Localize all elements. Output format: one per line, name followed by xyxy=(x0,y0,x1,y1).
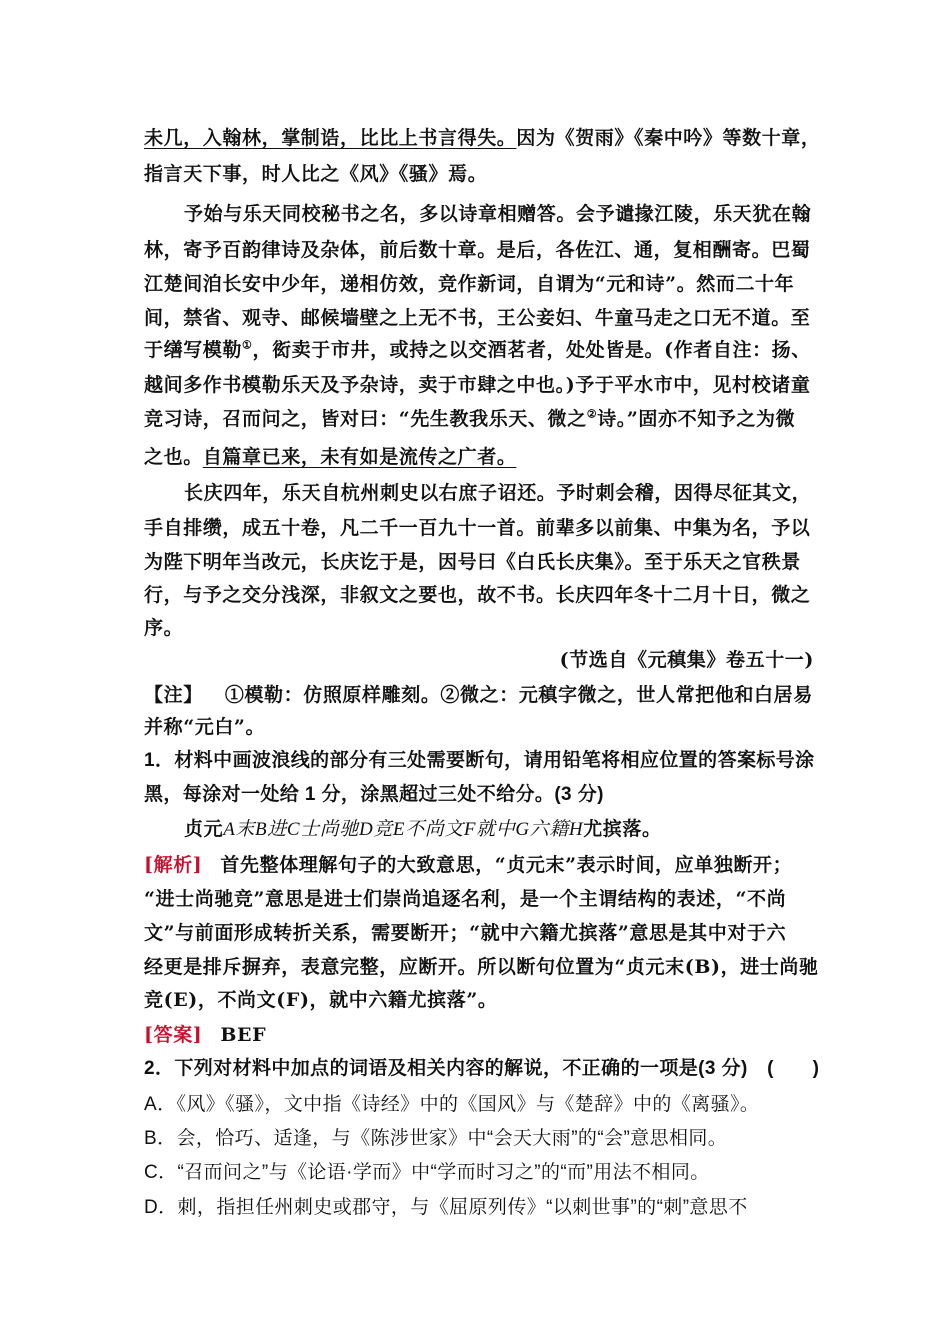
question1-stem: 1．材料中画波浪线的部分有三处需要断句，请用铅笔将相应位置的答案标号涂 xyxy=(144,750,815,771)
notes-line: 【注】 ①模勒：仿照原样雕刻。②微之：元稹字微之，世人常把他和白居易 xyxy=(144,684,813,706)
source-citation: (节选自《元稹集》卷五十一) xyxy=(559,649,814,671)
analysis-line: 文”与前面形成转折关系，需要断开；“就中六籍尤摈落”意思是其中对于六 xyxy=(144,922,787,944)
question2-option-a: A．《风》《骚》，文中指《诗经》中的《国风》与《楚辞》中的《离骚》。 xyxy=(144,1094,760,1115)
passage-line: 为陛下明年当改元，长庆讫于是，因号曰《白氏长庆集》。至于乐天之官秩景 xyxy=(144,551,801,573)
option-mark-c: C xyxy=(286,819,301,840)
passage-line: 间，禁省、观寺、邮候墙壁之上无不书，王公妾妇、牛童马走之口无不道。至 xyxy=(144,307,811,329)
question2-option-d: D．刺，指担任州刺史或郡守，与《屈原列传》“以刺世事”的“刺”意思不 xyxy=(144,1197,748,1218)
answer-line xyxy=(144,1022,814,1048)
passage-line: 未几，入翰林，掌制诰，比比上书言得失。因为《贺雨》《秦中吟》等数十章， xyxy=(144,127,821,149)
option-mark-g: G xyxy=(515,819,530,840)
analysis-label: [解析] xyxy=(144,854,203,876)
passage-line: 越间多作书模勒乐天及予杂诗，卖于市肆之中也。)予于平水市中，见村校诸童 xyxy=(144,374,811,396)
underlined-sentence: 未几，入翰林，掌制诰，比比上书言得失。 xyxy=(144,127,517,149)
passage-line: 之也。自篇章已来，未有如是流传之广者。 xyxy=(144,446,517,468)
analysis-line: 经更是排斥摒弃，表意完整，应断开。所以断句位置为“贞元末(B)，进士尚驰 xyxy=(144,956,819,978)
answer-label: [答案] xyxy=(144,1024,203,1046)
analysis-line: 竞(E)，不尚文(F)，就中六籍尤摈落”。 xyxy=(144,989,498,1011)
analysis-line: “进士尚驰竞”意思是进士们崇尚追逐名利，是一个主谓结构的表述，“不尚 xyxy=(144,888,787,910)
option-mark-h: H xyxy=(568,819,584,840)
analysis-line: [解析] 首先整体理解句子的大致意思，“贞元末”表示时间，应单独断开； xyxy=(144,854,793,876)
option-mark-a: A xyxy=(223,819,236,840)
question2-option-c: C．“召而问之”与《论语·学而》中“学而时习之”的“而”用法不相同。 xyxy=(144,1162,710,1183)
punctuation-sentence: 贞元A末B进C士尚驰D竞E不尚文F就中G六籍H尤摈落。 xyxy=(184,818,662,840)
passage-line: 于缮写模勒①，衒卖于市井，或持之以交酒茗者，处处皆是。(作者自注：扬、 xyxy=(144,338,811,361)
question2-option-b: B．会，恰巧、适逢，与《陈涉世家》中“会天大雨”的“会”意思相同。 xyxy=(144,1128,728,1149)
passage-line: 竞习诗，召而问之，皆对曰：“先生教我乐天、微之②诗。”固亦不知予之为微 xyxy=(144,407,796,430)
passage-line: 江楚间洎长安中少年，递相仿效，竞作新词，自谓为“元和诗”。然而二十年 xyxy=(144,273,795,295)
question2-stem: 2．下列对材料中加点的词语及相关内容的解说，不正确的一项是(3 分) ( ) xyxy=(144,1058,820,1079)
notes-line: 并称“元白”。 xyxy=(144,716,266,738)
footnote-marker: ① xyxy=(242,338,253,352)
passage-line: 予始与乐天同校秘书之名，多以诗章相赠答。会予谴掾江陵，乐天犹在翰 xyxy=(184,203,812,225)
question1-stem: 黑，每涂对一处给 1 分，涂黑超过三处不给分。(3 分) xyxy=(144,784,604,805)
answer-value: BEF xyxy=(220,1024,267,1046)
passage-line: 序。 xyxy=(144,617,184,639)
passage-line: 指言天下事，时人比之《风》《骚》焉。 xyxy=(144,163,488,185)
notes-label: 【注】 xyxy=(144,684,203,706)
passage-line: 长庆四年，乐天自杭州刺史以右庶子诏还。予时刺会稽，因得尽征其文， xyxy=(184,482,812,504)
underlined-sentence: 自篇章已来，未有如是流传之广者。 xyxy=(202,446,517,468)
option-mark-f: F xyxy=(463,819,477,840)
passage-line: 手自排缵，成五十卷，凡二千一百九十一首。前辈多以前集、中集为名，予以 xyxy=(144,517,811,539)
option-mark-e: E xyxy=(392,819,406,840)
option-mark-b: B xyxy=(255,819,268,840)
passage-line: 行，与予之交分浅深，非叙文之要也，故不书。长庆四年冬十二月十日，微之 xyxy=(144,584,811,606)
option-mark-d: D xyxy=(358,819,374,840)
passage-line: 林，寄予百韵律诗及杂体，前后数十章。是后，各佐江、通，复相酬寄。巴蜀 xyxy=(144,239,811,261)
footnote-marker: ② xyxy=(586,407,598,421)
